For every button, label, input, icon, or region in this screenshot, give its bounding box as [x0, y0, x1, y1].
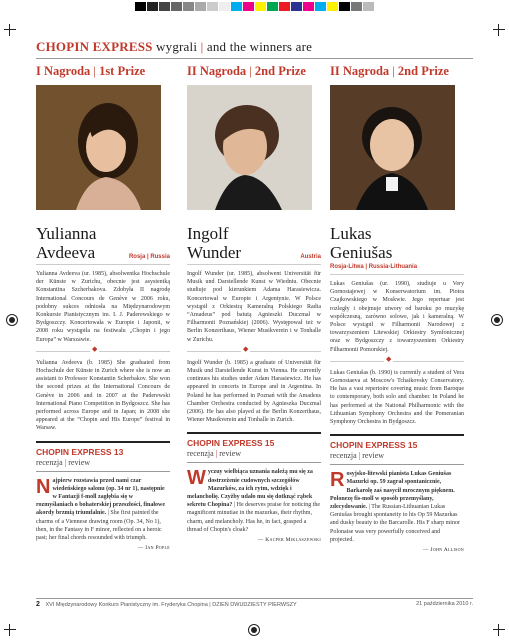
separator-diamond: [36, 348, 170, 355]
registration-mark-bottom: [248, 624, 260, 636]
country: Rosja | Russia: [128, 254, 170, 260]
bio-pl: Lukas Geniušas (ur. 1990), studiuje u Very Gornostajewej w Konserwatorium im. Piotra Czajkowskiego w Moskwie. Jego repertuar jest rozległy i obejmuje utwory od baroku po muzykę współczesną, zarówno solowe, jak i kameralną. W Polsce wystąpił w Filharmonii Narodowej z towarzyszeniem Litewskiej Orkiestry Symfonicznej oraz w Bydgoszczy z towarzyszeniem Orkiestry Filharmonii Pomorskiej.: [330, 281, 464, 353]
header-title: wygrali: [156, 39, 198, 54]
winner-column-2: [187, 64, 321, 584]
review-pl: osyjsko-litewski pianista Lukas Geniušas Mazurki op. 59 zagrał spontanicznie, Barkarolę zaś nasycił mrocznym pięknem. Polonezę fis-moll w sposób przemyślany, zdecydowanie.: [330, 471, 455, 511]
review-labels: recenzja | review: [36, 457, 91, 467]
prize-pl: II Nagroda: [330, 64, 390, 78]
registration-mark-right: [491, 314, 503, 326]
review-issue: CHOPIN EXPRESS 15: [187, 438, 275, 449]
review-issue: CHOPIN EXPRESS 15: [330, 440, 418, 451]
first-name: Lukas: [330, 224, 372, 243]
review-en: She first painted the charms of a Viennese drawing room (Op. 34, No 1), then, in the Fantasy in F minor, reflected on a heroic past; her final chords resounded with triumph.: [36, 510, 162, 542]
crop-mark-bottom-left: [4, 624, 16, 636]
review-pl: ajpierw rozstawia przed nami czar wiedeńskiego salonu (op. 34 nr 1), następnie w Fantazji f-moll zagłębia się w rozmyślaniach o bohaterskiej przeszłości, finałowe akordy brzmią triumfalnie.: [36, 477, 166, 517]
country-en: Russia-Lithuania: [368, 264, 418, 270]
country: Rosja-Litwa | Russia-Lithuania: [330, 264, 418, 270]
last-name: Avdeeva: [36, 243, 96, 262]
prize-heading: I Nagroda | 1st Prize: [36, 64, 146, 78]
prize-pl: I Nagroda: [36, 64, 91, 78]
prize-en: 2nd Prize: [397, 64, 449, 78]
drop-cap: N: [36, 475, 51, 498]
bio-en: Ingolf Wunder (b. 1985) a graduate of Universität für Musik und Darstellende Kunst in Vienna. He currently continues his studies under Adam Harasiewicz. He has appeared in concerts in Europe and in Argentina. In Poland he has performed in Poznań with the Amadeus Chamber Orchestra conducted by Agnieszka Duczmal (2006). He has also played at the Berlin Konzerthaus, Wiener Musikverein and Tonhalle in Zurich.: [187, 359, 321, 424]
reviewer: — John Allison: [422, 547, 464, 554]
bio-pl: Yulianna Avdeeva (ur. 1985), absolwentka Hochschule der Künste w Zurichu, obecnie jest asystentką Konstantina Szcherbakova. Zdobyła II nagrodę International Concours de Genève w 2006 roku, podobny sukces odniosła na Międzynarodowym Konkursie Pianistycznym im. I. J. Paderewskiego w Bydgoszczy. Koncertowała w Europie i Japonii, w 2008 roku wystąpiła na festiwalu „Chopin i jego Europa” w Warszawie.: [36, 271, 170, 343]
country-en: Austria: [300, 254, 321, 260]
review-label-en: review: [219, 449, 242, 459]
crop-mark-top-right: [493, 24, 505, 36]
review-issue: CHOPIN EXPRESS 13: [36, 446, 124, 457]
prize-en: 1st Prize: [99, 64, 146, 78]
review-pl: yczuy wielbiąca uznania należą mu się za dostrzeżenie cudownych szczegółów Mazurków, za ich rytm, wdzięk i melancholię. Czyżby udało mu się dotknąć rąbek sekretu Chopina?: [187, 469, 313, 509]
first-name: Yulianna: [36, 224, 97, 243]
review-label-en: review: [362, 451, 385, 461]
last-name: Wunder: [187, 243, 242, 262]
country-pl: Rosja-Litwa: [330, 264, 364, 270]
review-text: Najpierw rozstawia przed nami czar wiedeńskiego salonu (op. 34 nr 1), następnie w Fantazji f-moll zagłębia się w rozmyślaniach o bohaterskiej przeszłości, finałowe akordy brzmią triumfalnie. | She first painted the charms of a Viennese drawing room (Op. 34, No 1), then, in the Fantasy in F minor, reflected on a heroic past; her final chords resounded with triumph.: [36, 475, 166, 542]
portrait-photo: [330, 85, 455, 210]
prize-pl: II Nagroda: [187, 64, 247, 78]
review-label-pl: recenzja: [187, 449, 214, 459]
winner-column-3: [330, 64, 464, 584]
review-labels: recenzja | review: [330, 451, 385, 461]
crop-mark-top-left: [4, 24, 16, 36]
review-en: He deserves praise for noticing the magnificent minutiae in the mazurkas, their rhythm, charm, and melancholy. Has he, in fact, grasped a thread of Chopin's cloak?: [187, 502, 321, 533]
last-name: Geniušas: [330, 243, 393, 262]
country-en: Russia: [150, 254, 170, 260]
reviewer: — Ian Pople: [137, 545, 170, 552]
review-label-pl: recenzja: [330, 451, 357, 461]
review-box: [187, 432, 321, 543]
bio-en: Lukas Geniušas (b. 1990) is currently a student of Vera Gornostaeva at Moscow's Tchaikovsky Conservatory. He has a vast repertoire covering music from Baroque to contemporary, both solo and chamber. In Poland he has performed at the National Philharmonic with the Lithuanian Symphony Orchestra and the Pomeranian Symphony Orchestra in Bydgoszcz.: [330, 369, 464, 426]
crop-mark-bottom-right: [493, 624, 505, 636]
country-pl: Rosja: [128, 254, 146, 260]
footer-day: DZIEŃ DWUDZIESTY PIERWSZY: [212, 602, 297, 608]
bio-pl: Ingolf Wunder (ur. 1985), absolwent Universität für Musik und Darstellende Kunst w Wiedniu. Obecnie studiuje pod kierunkiem Adama Harasiewicza. Koncertował w Europie i Argentynie. W Polsce wystąpił z Orkiestrą Kameralną Polskiego Radia “Amadeus” pod batutą Agnieszki Duczmal w Filharmonii Poznańskiej (2006). Występował też w Berlin Konzerthaus, Wiener Musikverein i w Tonhalle w Zurichu.: [187, 271, 321, 343]
review-label-pl: recenzja: [36, 457, 63, 467]
header-subtitle: and the winners are: [206, 39, 313, 54]
page-number: 2: [36, 601, 40, 608]
reviewer: — Kacper Miklaszewski: [257, 537, 321, 544]
prize-heading: II Nagroda | 2nd Prize: [187, 64, 306, 78]
brand-name: CHOPIN EXPRESS: [36, 39, 153, 54]
footer-date: 21 października 2010 r.: [416, 601, 473, 607]
printer-color-bar: [0, 2, 509, 11]
separator-diamond: [330, 358, 464, 365]
winner-name: [330, 224, 464, 262]
registration-mark-left: [6, 314, 18, 326]
prize-en: 2nd Prize: [254, 64, 306, 78]
review-box: [36, 441, 170, 552]
review-label-en: review: [68, 457, 91, 467]
prize-heading: II Nagroda | 2nd Prize: [330, 64, 449, 78]
winner-column-1: [36, 64, 170, 584]
portrait-photo: [36, 85, 161, 210]
review-labels: recenzja | review: [187, 449, 242, 459]
separator-diamond: [187, 348, 321, 355]
drop-cap: R: [330, 469, 345, 492]
page-header: CHOPIN EXPRESS wygrali | and the winners are: [36, 39, 313, 54]
first-name: Ingolf: [187, 224, 229, 243]
drop-cap: W: [187, 467, 206, 490]
review-text: Rosyjsko-litewski pianista Lukas Geniušas Mazurki op. 59 zagrał spontanicznie, Barkarolę zaś nasycił mrocznym pięknem. Polonezę fis-moll w sposób przemyślany, zdecydowanie. | The Russian-Lithuanian Lukas Geniušas brought spontaneity to his Op 59 Mazurkas and dusky beauty to the Barcarolle. His F sharp minor Polonaise was very powerfully conceived and projected.: [330, 469, 460, 543]
page-footer: 2 XVI Międzynarodowy Konkurs Pianistyczny im. Fryderyka Chopina | DZIEŃ DWUDZIESTY PIERWSZY 21 października 2010 r.: [36, 598, 473, 608]
review-en: The Russian-Lithuanian Lukas Geniušas brought spontaneity to his Op 59 Mazurkas and dusky beauty to the Barcarolle. His F sharp minor Polonaise was very powerfully conceived and projected.: [330, 504, 460, 543]
header-rule: [36, 58, 473, 59]
bio-en: Yulianna Avdeeva (b. 1985) She graduated from Hochschule der Künste in Zurich where she is now an assistant to Professor Konstantin Scherbakov. She won the second prizes at the International Concours de Genève in 2006 and in 2007 at the Paderewski International Piano Competition in Bydgoszcz. She has performed across Europe and in Japan; in 2008 she appeared at the “Chopin and His Europe” festival in Warsaw.: [36, 359, 170, 432]
review-box: [330, 434, 464, 553]
review-text: Wyczuy wielbiąca uznania należą mu się za dostrzeżenie cudownych szczegółów Mazurków, za ich rytm, wdzięk i melancholię. Czyżby udało mu się dotknąć rąbek sekretu Chopina? | He deserves praise for noticing the magnificent minutiae in the mazurkas, their rhythm, charm, and melancholy. Has he, in fact, grasped a thread of Chopin's cloak?: [187, 467, 321, 533]
footer-event: XVI Międzynarodowy Konkurs Pianistyczny im. Fryderyka Chopina: [45, 602, 208, 608]
portrait-photo: [187, 85, 312, 210]
